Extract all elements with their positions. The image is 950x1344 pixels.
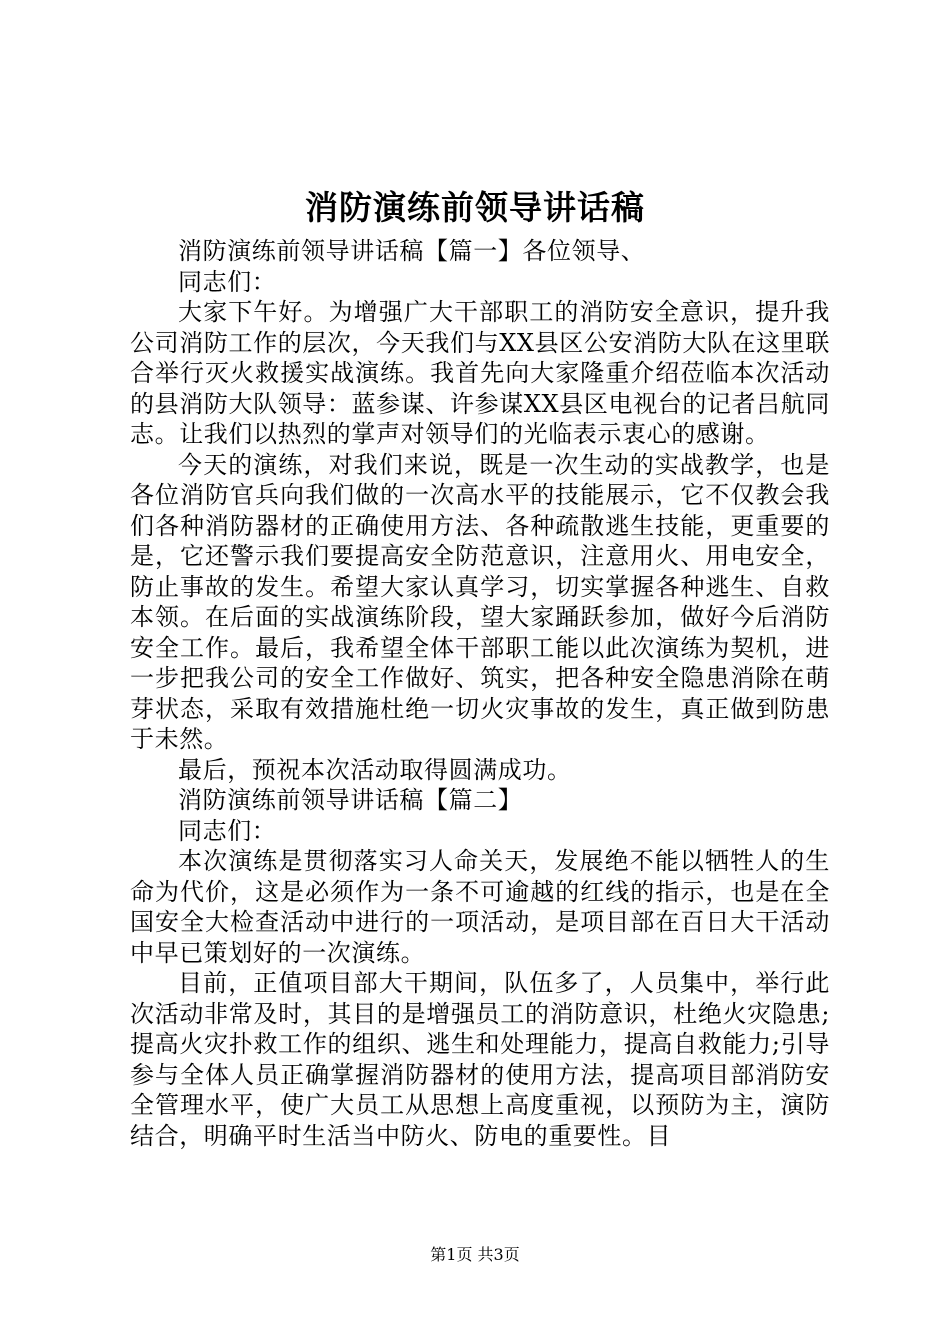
document-title: 消防演练前领导讲话稿 [305,188,645,227]
page-number-footer: 第1页 共3页 [430,1245,520,1264]
document-body [130,236,830,1151]
paragraph-1: 消防演练前领导讲话稿【篇一】各位领导、 [178,237,646,265]
paragraph-9: 目前，正值项目部大干期间，队伍多了，人员集中，举行此次活动非常及时，其目的是增强员工的消防意识，杜绝火灾隐患;提高火灾扑救工作的组织、逃生和处理能力，提高自救能力;引导参与全体人员正确掌握消防器材的使用方法，提高项目部消防安全管理水平，使广大员工从思想上高度重视，以预防为主，演防结合，明确平时生活当中防火、防电的重要性。目 [130,969,830,1150]
paragraph-3: 大家下午好。为增强广大干部职工的消防安全意识，提升我公司消防工作的层次，今天我们与XX县区公安消防大队在这里联合举行灭火救援实战演练。我首先向大家隆重介绍莅临本次活动的县消防大队领导：蓝参谋、许参谋XX县区电视台的记者吕航同志。让我们以热烈的掌声对领导们的光临表示衷心的感谢。 [130,298,830,448]
paragraph-4: 今天的演练，对我们来说，既是一次生动的实战教学，也是各位消防官兵向我们做的一次高水平的技能展示，它不仅教会我们各种消防器材的正确使用方法、各种疏散逃生技能，更重要的是，它还警示我们要提高安全防范意识，注意用火、用电安全，防止事故的发生。希望大家认真学习，切实掌握各种逃生、自救本领。在后面的实战演练阶段，望大家踊跃参加，做好今后消防安全工作。最后，我希望全体干部职工能以此次演练为契机，进一步把我公司的安全工作做好、筑实，把各种安全隐患消除在萌芽状态，采取有效措施杜绝一切火灾事故的发生，真正做到防患于未然。 [130,450,830,753]
paragraph-6: 消防演练前领导讲话稿【篇二】 [178,786,523,814]
paragraph-5: 最后，预祝本次活动取得圆满成功。 [178,755,572,784]
paragraph-7: 同志们： [178,816,277,845]
paragraph-8: 本次演练是贯彻落实习人命关天，发展绝不能以牺牲人的生命为代价，这是必须作为一条不可逾越的红线的指示，也是在全国安全大检查活动中进行的一项活动，是项目部在百日大干活动中早已策划好的一次演练。 [130,847,830,967]
paragraph-2: 同志们： [178,267,277,296]
